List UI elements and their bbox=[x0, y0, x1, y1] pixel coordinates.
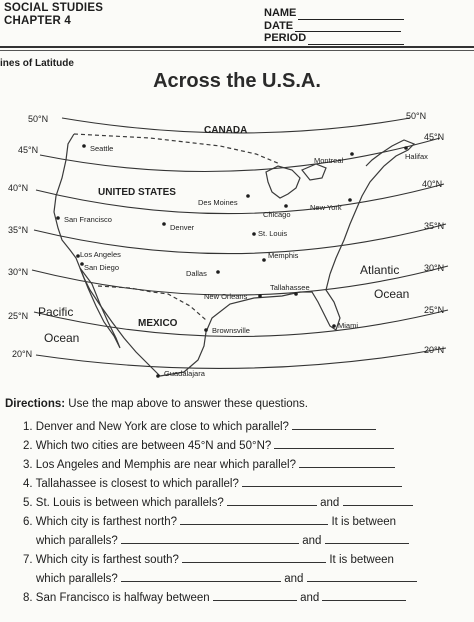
city-dot-tallahassee bbox=[294, 292, 298, 296]
question-5 bbox=[23, 495, 413, 509]
question-4-text: 4. Tallahassee is closest to which parallel? bbox=[23, 478, 239, 490]
lat-left-40: 40°N bbox=[8, 183, 29, 193]
city-dot-san-francisco bbox=[56, 216, 60, 220]
answer-6a-blank[interactable] bbox=[121, 533, 299, 544]
question-1-text: 1. Denver and New York are close to which parallel? bbox=[23, 421, 289, 433]
city-dot-montreal bbox=[350, 152, 354, 156]
question-7-text: 7. Which city is farthest south? bbox=[23, 554, 179, 566]
city-dot-st-louis bbox=[252, 232, 256, 236]
city-dot-guadalajara bbox=[156, 374, 160, 378]
city-dot-chicago bbox=[284, 204, 288, 208]
region-mexico: MEXICO bbox=[138, 318, 178, 329]
great-lakes bbox=[266, 164, 326, 198]
region-canada: CANADA bbox=[204, 125, 248, 136]
answer-5a-blank[interactable] bbox=[227, 495, 317, 506]
city-dot-denver bbox=[162, 222, 166, 226]
name-blank[interactable] bbox=[298, 10, 404, 20]
directions-text: Use the map above to answer these questions. bbox=[65, 398, 308, 410]
directions bbox=[5, 398, 308, 410]
lat-left-35: 35°N bbox=[8, 225, 29, 235]
city-san-francisco: San Francisco bbox=[64, 215, 112, 224]
question-7-which-parallels: which parallels? bbox=[36, 573, 118, 585]
date-label: DATE bbox=[264, 19, 294, 32]
city-dot-memphis bbox=[262, 258, 266, 262]
question-3 bbox=[23, 457, 395, 471]
city-montreal: Montreal bbox=[314, 156, 344, 165]
answer-3-blank[interactable] bbox=[299, 457, 395, 468]
answer-4-blank[interactable] bbox=[242, 476, 402, 487]
lat-right-30: 30°N bbox=[424, 263, 445, 273]
question-8 bbox=[23, 590, 406, 604]
lat-left-20: 20°N bbox=[12, 349, 33, 359]
answer-7-blank[interactable] bbox=[182, 552, 326, 563]
city-labels bbox=[64, 144, 428, 378]
lat-left-25: 25°N bbox=[8, 311, 29, 321]
answer-1-blank[interactable] bbox=[292, 419, 376, 430]
city-los-angeles: Los Angeles bbox=[80, 250, 121, 259]
question-6 bbox=[23, 514, 396, 528]
city-halifax: Halifax bbox=[405, 152, 428, 161]
city-tallahassee: Tallahassee bbox=[270, 283, 310, 292]
city-dallas: Dallas bbox=[186, 269, 207, 278]
question-6-which-parallels: which parallels? bbox=[36, 535, 118, 547]
answer-8b-blank[interactable] bbox=[322, 590, 406, 601]
city-dots bbox=[56, 144, 408, 378]
city-st-louis: St. Louis bbox=[258, 229, 288, 238]
answer-7a-blank[interactable] bbox=[121, 571, 281, 582]
answer-6b-blank[interactable] bbox=[325, 533, 409, 544]
answer-7b-blank[interactable] bbox=[307, 571, 417, 582]
directions-label: Directions: bbox=[5, 398, 66, 410]
city-guadalajara: Guadalajara bbox=[164, 369, 205, 378]
question-6-and: and bbox=[302, 535, 322, 547]
city-brownsville: Brownsville bbox=[212, 326, 250, 335]
city-dot-halifax bbox=[404, 146, 408, 150]
question-3-text: 3. Los Angeles and Memphis are near which parallel? bbox=[23, 459, 296, 471]
city-seattle: Seattle bbox=[90, 144, 114, 153]
question-7 bbox=[23, 552, 394, 566]
city-dot-new-orleans bbox=[258, 294, 262, 298]
question-6-cont bbox=[36, 533, 409, 547]
question-4 bbox=[23, 476, 402, 490]
city-dot-brownsville bbox=[204, 328, 208, 332]
question-7-and: and bbox=[284, 573, 304, 585]
city-dot-des-moines bbox=[246, 194, 250, 198]
city-denver: Denver bbox=[170, 223, 195, 232]
lat-labels-left bbox=[8, 114, 48, 359]
period-blank[interactable] bbox=[308, 35, 404, 45]
city-new-york: New York bbox=[310, 203, 342, 212]
question-8-and: and bbox=[300, 592, 320, 604]
page-title: Across the U.S.A. bbox=[153, 70, 321, 92]
question-5-and: and bbox=[320, 497, 340, 509]
answer-6-blank[interactable] bbox=[180, 514, 328, 525]
ocean-pacific-1: Pacific bbox=[38, 305, 74, 319]
question-5-text: 5. St. Louis is between which parallels? bbox=[23, 497, 224, 509]
answer-8a-blank[interactable] bbox=[213, 590, 297, 601]
city-new-orleans: New Orleans bbox=[204, 292, 248, 301]
answer-5b-blank[interactable] bbox=[343, 495, 413, 506]
question-7-cont bbox=[36, 571, 417, 585]
name-label: NAME bbox=[264, 7, 297, 19]
question-6-between: It is between bbox=[331, 516, 397, 528]
city-memphis: Memphis bbox=[268, 251, 299, 260]
chapter-label: CHAPTER 4 bbox=[4, 15, 71, 27]
period-label: PERIOD bbox=[264, 32, 307, 44]
city-dot-seattle bbox=[82, 144, 86, 148]
city-miami: Miami bbox=[338, 321, 358, 330]
lat-right-45: 45°N bbox=[424, 132, 445, 142]
city-dot-new-york bbox=[348, 198, 352, 202]
question-1 bbox=[23, 419, 376, 433]
city-dot-dallas bbox=[216, 270, 220, 274]
lat-right-50: 50°N bbox=[406, 111, 427, 121]
lat-left-30: 30°N bbox=[8, 267, 29, 277]
question-7-between: It is between bbox=[329, 554, 394, 566]
date-blank[interactable] bbox=[295, 22, 401, 32]
city-chicago: Chicago bbox=[263, 210, 291, 219]
region-us: UNITED STATES bbox=[98, 187, 176, 198]
question-6-text: 6. Which city is farthest north? bbox=[23, 516, 178, 528]
question-8-text: 8. San Francisco is halfway between bbox=[23, 592, 210, 604]
city-san-diego: San Diego bbox=[84, 263, 120, 272]
city-dot-miami bbox=[332, 324, 336, 328]
question-2 bbox=[23, 438, 394, 452]
lat-right-25: 25°N bbox=[424, 305, 445, 315]
lat-left-45: 45°N bbox=[18, 145, 39, 155]
ocean-pacific-2: Ocean bbox=[44, 331, 80, 345]
ocean-atlantic-2: Ocean bbox=[374, 287, 410, 301]
header-rule-thin bbox=[0, 50, 474, 51]
parallel-20 bbox=[36, 348, 446, 368]
answer-2-blank[interactable] bbox=[274, 438, 394, 449]
city-des-moines: Des Moines bbox=[198, 198, 238, 207]
latitude-map bbox=[0, 100, 474, 390]
lat-right-40: 40°N bbox=[422, 179, 443, 189]
subject-label: SOCIAL STUDIES bbox=[4, 2, 104, 14]
lat-right-20: 20°N bbox=[424, 345, 445, 355]
question-2-text: 2. Which two cities are between 45°N and 50°N? bbox=[23, 440, 272, 452]
gulf-coast bbox=[160, 274, 340, 376]
section-strip-label: ines of Latitude bbox=[0, 58, 74, 69]
lat-left-50: 50°N bbox=[28, 114, 49, 124]
header-rule bbox=[0, 46, 474, 48]
ocean-atlantic-1: Atlantic bbox=[360, 263, 400, 277]
header-right bbox=[264, 7, 404, 45]
baja bbox=[80, 268, 120, 348]
lat-right-35: 35°N bbox=[424, 221, 445, 231]
header-left bbox=[4, 2, 103, 28]
